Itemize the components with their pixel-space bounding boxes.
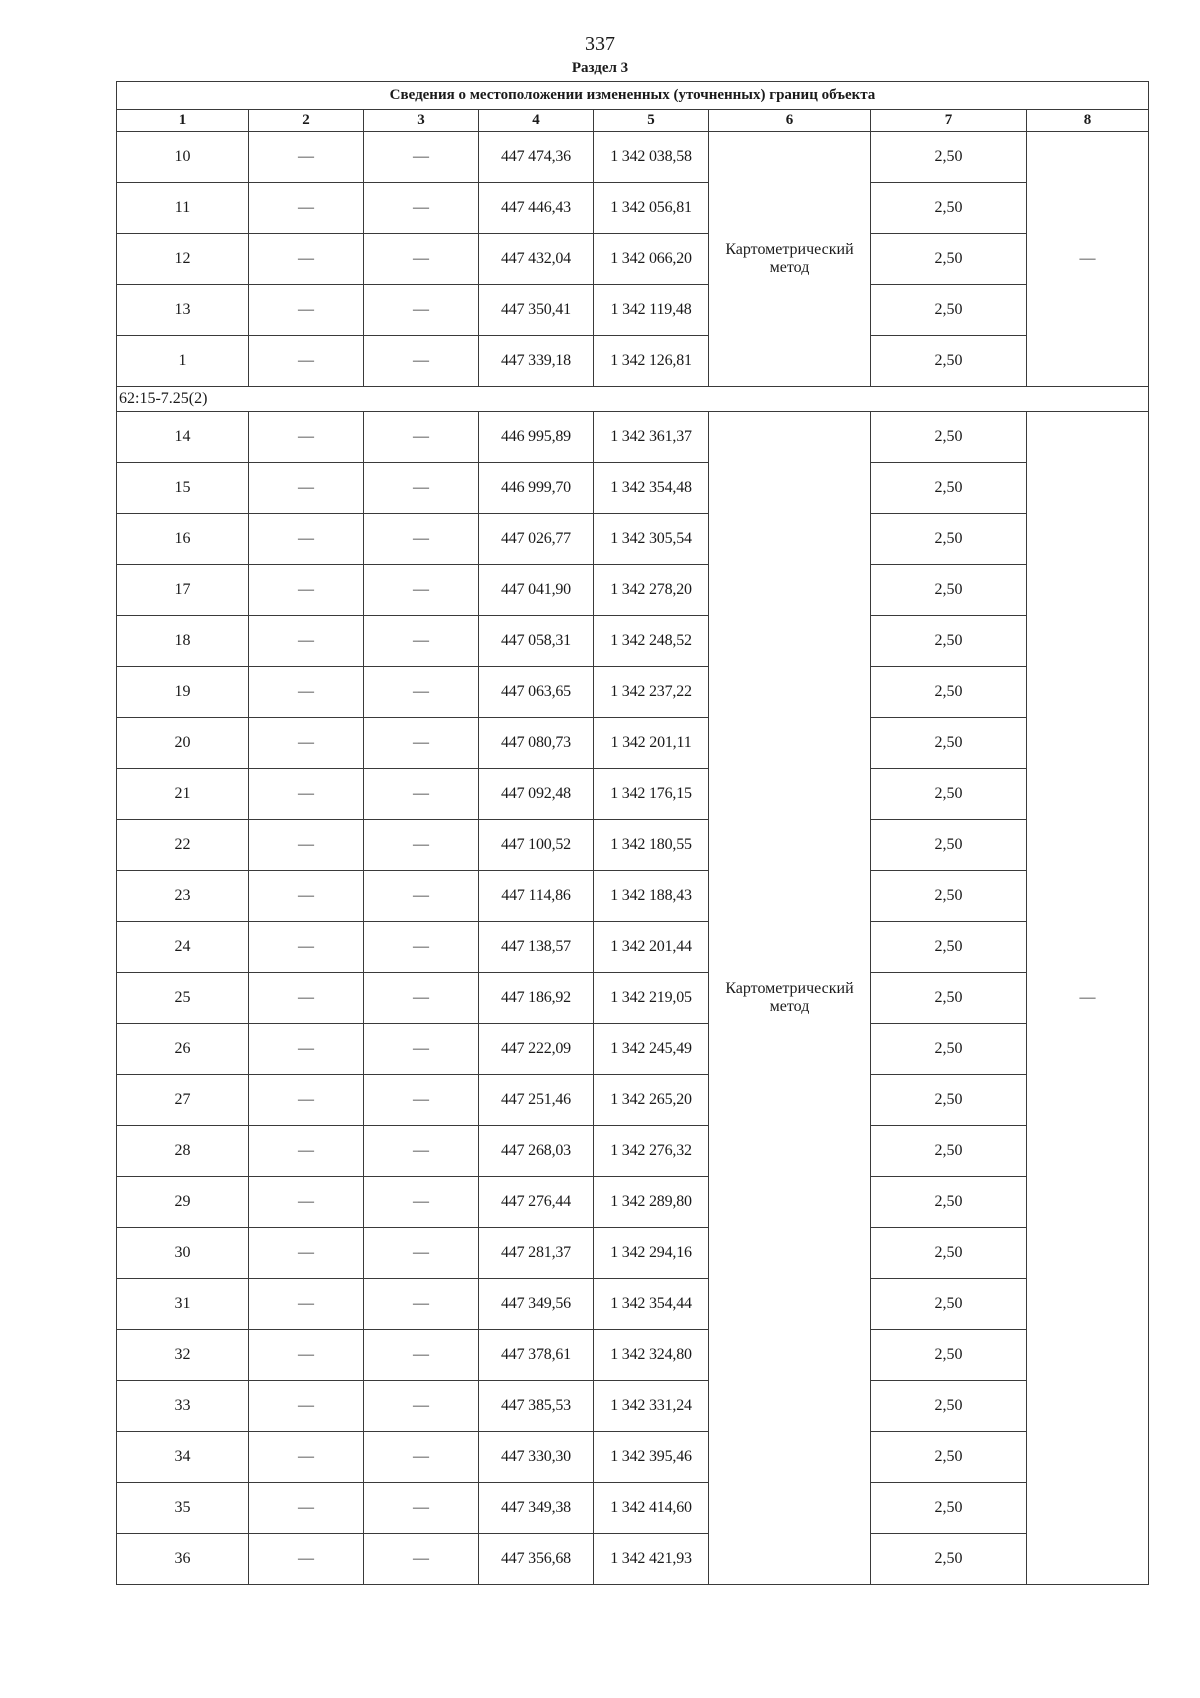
y-coordinate-cell: 1 342 219,05 bbox=[594, 973, 709, 1024]
table-row bbox=[117, 1432, 1149, 1483]
point-number-cell: 18 bbox=[117, 616, 249, 667]
point-number-cell: 13 bbox=[117, 285, 249, 336]
y-coordinate-cell: 1 342 395,46 bbox=[594, 1432, 709, 1483]
column-number: 3 bbox=[364, 110, 479, 132]
x-coordinate-cell: 447 474,36 bbox=[479, 132, 594, 183]
table-row bbox=[117, 1279, 1149, 1330]
col3-cell: — bbox=[364, 871, 479, 922]
y-coordinate-cell: 1 342 066,20 bbox=[594, 234, 709, 285]
y-coordinate-cell: 1 342 331,24 bbox=[594, 1381, 709, 1432]
table-row bbox=[117, 1126, 1149, 1177]
table-row bbox=[117, 616, 1149, 667]
accuracy-cell: 2,50 bbox=[871, 769, 1027, 820]
col8-cell: — bbox=[1027, 412, 1149, 1585]
point-number-cell: 17 bbox=[117, 565, 249, 616]
col3-cell: — bbox=[364, 769, 479, 820]
accuracy-cell: 2,50 bbox=[871, 1381, 1027, 1432]
col3-cell: — bbox=[364, 1228, 479, 1279]
point-number-cell: 30 bbox=[117, 1228, 249, 1279]
x-coordinate-cell: 446 995,89 bbox=[479, 412, 594, 463]
x-coordinate-cell: 447 251,46 bbox=[479, 1075, 594, 1126]
x-coordinate-cell: 447 281,37 bbox=[479, 1228, 594, 1279]
section-title: Раздел 3 bbox=[571, 60, 629, 76]
y-coordinate-cell: 1 342 201,11 bbox=[594, 718, 709, 769]
y-coordinate-cell: 1 342 278,20 bbox=[594, 565, 709, 616]
col2-cell: — bbox=[249, 234, 364, 285]
col3-cell: — bbox=[364, 1330, 479, 1381]
col3-cell: — bbox=[364, 565, 479, 616]
x-coordinate-cell: 447 026,77 bbox=[479, 514, 594, 565]
accuracy-cell: 2,50 bbox=[871, 1228, 1027, 1279]
col3-cell: — bbox=[364, 285, 479, 336]
x-coordinate-cell: 447 058,31 bbox=[479, 616, 594, 667]
col2-cell: — bbox=[249, 1432, 364, 1483]
point-number-cell: 29 bbox=[117, 1177, 249, 1228]
col3-cell: — bbox=[364, 922, 479, 973]
accuracy-cell: 2,50 bbox=[871, 514, 1027, 565]
table-row bbox=[117, 1381, 1149, 1432]
x-coordinate-cell: 447 222,09 bbox=[479, 1024, 594, 1075]
y-coordinate-cell: 1 342 265,20 bbox=[594, 1075, 709, 1126]
x-coordinate-cell: 447 041,90 bbox=[479, 565, 594, 616]
col2-cell: — bbox=[249, 871, 364, 922]
y-coordinate-cell: 1 342 305,54 bbox=[594, 514, 709, 565]
col2-cell: — bbox=[249, 1228, 364, 1279]
table-row bbox=[117, 234, 1149, 285]
y-coordinate-cell: 1 342 201,44 bbox=[594, 922, 709, 973]
y-coordinate-cell: 1 342 324,80 bbox=[594, 1330, 709, 1381]
y-coordinate-cell: 1 342 421,93 bbox=[594, 1534, 709, 1585]
col3-cell: — bbox=[364, 463, 479, 514]
x-coordinate-cell: 447 138,57 bbox=[479, 922, 594, 973]
column-number: 2 bbox=[249, 110, 364, 132]
accuracy-cell: 2,50 bbox=[871, 565, 1027, 616]
table-row bbox=[117, 514, 1149, 565]
point-number-cell: 31 bbox=[117, 1279, 249, 1330]
method-cell: Картометрический метод bbox=[709, 132, 871, 387]
col2-cell: — bbox=[249, 1126, 364, 1177]
y-coordinate-cell: 1 342 361,37 bbox=[594, 412, 709, 463]
column-number: 5 bbox=[594, 110, 709, 132]
accuracy-cell: 2,50 bbox=[871, 1534, 1027, 1585]
accuracy-cell: 2,50 bbox=[871, 285, 1027, 336]
y-coordinate-cell: 1 342 056,81 bbox=[594, 183, 709, 234]
accuracy-cell: 2,50 bbox=[871, 336, 1027, 387]
point-number-cell: 32 bbox=[117, 1330, 249, 1381]
accuracy-cell: 2,50 bbox=[871, 718, 1027, 769]
col3-cell: — bbox=[364, 616, 479, 667]
accuracy-cell: 2,50 bbox=[871, 922, 1027, 973]
point-number-cell: 27 bbox=[117, 1075, 249, 1126]
x-coordinate-cell: 447 432,04 bbox=[479, 234, 594, 285]
col3-cell: — bbox=[364, 1483, 479, 1534]
table-row bbox=[117, 1024, 1149, 1075]
point-number-cell: 24 bbox=[117, 922, 249, 973]
col3-cell: — bbox=[364, 1024, 479, 1075]
col2-cell: — bbox=[249, 616, 364, 667]
col3-cell: — bbox=[364, 234, 479, 285]
accuracy-cell: 2,50 bbox=[871, 1432, 1027, 1483]
page-number: 337 bbox=[585, 33, 615, 55]
table-row bbox=[117, 769, 1149, 820]
col2-cell: — bbox=[249, 1534, 364, 1585]
table-row bbox=[117, 1075, 1149, 1126]
x-coordinate-cell: 447 092,48 bbox=[479, 769, 594, 820]
x-coordinate-cell: 447 349,56 bbox=[479, 1279, 594, 1330]
col3-cell: — bbox=[364, 1279, 479, 1330]
point-number-cell: 15 bbox=[117, 463, 249, 514]
column-number: 8 bbox=[1027, 110, 1149, 132]
coordinates-table bbox=[116, 81, 1149, 1585]
point-number-cell: 25 bbox=[117, 973, 249, 1024]
table-title: Сведения о местоположении измененных (уточненных) границ объекта bbox=[117, 82, 1149, 110]
accuracy-cell: 2,50 bbox=[871, 463, 1027, 514]
point-number-cell: 35 bbox=[117, 1483, 249, 1534]
col2-cell: — bbox=[249, 183, 364, 234]
col3-cell: — bbox=[364, 514, 479, 565]
point-number-cell: 1 bbox=[117, 336, 249, 387]
col3-cell: — bbox=[364, 667, 479, 718]
y-coordinate-cell: 1 342 354,44 bbox=[594, 1279, 709, 1330]
col2-cell: — bbox=[249, 1381, 364, 1432]
y-coordinate-cell: 1 342 289,80 bbox=[594, 1177, 709, 1228]
table-row bbox=[117, 1177, 1149, 1228]
column-number: 7 bbox=[871, 110, 1027, 132]
col2-cell: — bbox=[249, 285, 364, 336]
accuracy-cell: 2,50 bbox=[871, 412, 1027, 463]
x-coordinate-cell: 447 114,86 bbox=[479, 871, 594, 922]
table-title-row bbox=[117, 82, 1149, 110]
x-coordinate-cell: 447 330,30 bbox=[479, 1432, 594, 1483]
table-row bbox=[117, 1534, 1149, 1585]
accuracy-cell: 2,50 bbox=[871, 1126, 1027, 1177]
x-coordinate-cell: 446 999,70 bbox=[479, 463, 594, 514]
y-coordinate-cell: 1 342 180,55 bbox=[594, 820, 709, 871]
col3-cell: — bbox=[364, 183, 479, 234]
point-number-cell: 26 bbox=[117, 1024, 249, 1075]
accuracy-cell: 2,50 bbox=[871, 132, 1027, 183]
table-row bbox=[117, 1228, 1149, 1279]
table-row bbox=[117, 667, 1149, 718]
point-number-cell: 22 bbox=[117, 820, 249, 871]
column-number-row bbox=[117, 110, 1149, 132]
table-row bbox=[117, 463, 1149, 514]
col3-cell: — bbox=[364, 412, 479, 463]
table-row bbox=[117, 973, 1149, 1024]
column-number: 1 bbox=[117, 110, 249, 132]
accuracy-cell: 2,50 bbox=[871, 1075, 1027, 1126]
accuracy-cell: 2,50 bbox=[871, 234, 1027, 285]
col2-cell: — bbox=[249, 412, 364, 463]
accuracy-cell: 2,50 bbox=[871, 183, 1027, 234]
table-row bbox=[117, 718, 1149, 769]
y-coordinate-cell: 1 342 126,81 bbox=[594, 336, 709, 387]
x-coordinate-cell: 447 350,41 bbox=[479, 285, 594, 336]
col3-cell: — bbox=[364, 1534, 479, 1585]
column-number: 4 bbox=[479, 110, 594, 132]
y-coordinate-cell: 1 342 276,32 bbox=[594, 1126, 709, 1177]
table-row bbox=[117, 820, 1149, 871]
col8-cell: — bbox=[1027, 132, 1149, 387]
accuracy-cell: 2,50 bbox=[871, 1330, 1027, 1381]
col3-cell: — bbox=[364, 132, 479, 183]
accuracy-cell: 2,50 bbox=[871, 616, 1027, 667]
point-number-cell: 16 bbox=[117, 514, 249, 565]
x-coordinate-cell: 447 080,73 bbox=[479, 718, 594, 769]
x-coordinate-cell: 447 446,43 bbox=[479, 183, 594, 234]
point-number-cell: 28 bbox=[117, 1126, 249, 1177]
x-coordinate-cell: 447 356,68 bbox=[479, 1534, 594, 1585]
col2-cell: — bbox=[249, 463, 364, 514]
point-number-cell: 23 bbox=[117, 871, 249, 922]
x-coordinate-cell: 447 378,61 bbox=[479, 1330, 594, 1381]
contour-code-row bbox=[117, 387, 1149, 412]
accuracy-cell: 2,50 bbox=[871, 1483, 1027, 1534]
col2-cell: — bbox=[249, 667, 364, 718]
point-number-cell: 21 bbox=[117, 769, 249, 820]
y-coordinate-cell: 1 342 176,15 bbox=[594, 769, 709, 820]
table-row bbox=[117, 412, 1149, 463]
point-number-cell: 12 bbox=[117, 234, 249, 285]
table-row bbox=[117, 871, 1149, 922]
col2-cell: — bbox=[249, 718, 364, 769]
x-coordinate-cell: 447 276,44 bbox=[479, 1177, 594, 1228]
point-number-cell: 36 bbox=[117, 1534, 249, 1585]
x-coordinate-cell: 447 268,03 bbox=[479, 1126, 594, 1177]
accuracy-cell: 2,50 bbox=[871, 871, 1027, 922]
y-coordinate-cell: 1 342 119,48 bbox=[594, 285, 709, 336]
col3-cell: — bbox=[364, 820, 479, 871]
col2-cell: — bbox=[249, 1330, 364, 1381]
col2-cell: — bbox=[249, 769, 364, 820]
col3-cell: — bbox=[364, 1177, 479, 1228]
col3-cell: — bbox=[364, 1432, 479, 1483]
y-coordinate-cell: 1 342 237,22 bbox=[594, 667, 709, 718]
y-coordinate-cell: 1 342 248,52 bbox=[594, 616, 709, 667]
y-coordinate-cell: 1 342 354,48 bbox=[594, 463, 709, 514]
table-row bbox=[117, 132, 1149, 183]
point-number-cell: 34 bbox=[117, 1432, 249, 1483]
point-number-cell: 14 bbox=[117, 412, 249, 463]
table-row bbox=[117, 336, 1149, 387]
col2-cell: — bbox=[249, 820, 364, 871]
col2-cell: — bbox=[249, 1075, 364, 1126]
col2-cell: — bbox=[249, 336, 364, 387]
accuracy-cell: 2,50 bbox=[871, 1279, 1027, 1330]
x-coordinate-cell: 447 100,52 bbox=[479, 820, 594, 871]
col2-cell: — bbox=[249, 922, 364, 973]
col2-cell: — bbox=[249, 565, 364, 616]
column-number: 6 bbox=[709, 110, 871, 132]
col2-cell: — bbox=[249, 1279, 364, 1330]
table-row bbox=[117, 922, 1149, 973]
col3-cell: — bbox=[364, 973, 479, 1024]
contour-code: 62:15-7.25(2) bbox=[117, 387, 1149, 412]
point-number-cell: 19 bbox=[117, 667, 249, 718]
accuracy-cell: 2,50 bbox=[871, 1177, 1027, 1228]
accuracy-cell: 2,50 bbox=[871, 1024, 1027, 1075]
table-row bbox=[117, 1330, 1149, 1381]
y-coordinate-cell: 1 342 188,43 bbox=[594, 871, 709, 922]
y-coordinate-cell: 1 342 245,49 bbox=[594, 1024, 709, 1075]
y-coordinate-cell: 1 342 038,58 bbox=[594, 132, 709, 183]
accuracy-cell: 2,50 bbox=[871, 820, 1027, 871]
col2-cell: — bbox=[249, 1483, 364, 1534]
col3-cell: — bbox=[364, 1126, 479, 1177]
table-row bbox=[117, 183, 1149, 234]
method-cell: Картометрический метод bbox=[709, 412, 871, 1585]
x-coordinate-cell: 447 339,18 bbox=[479, 336, 594, 387]
table-row bbox=[117, 565, 1149, 616]
col2-cell: — bbox=[249, 514, 364, 565]
table-row bbox=[117, 1483, 1149, 1534]
col2-cell: — bbox=[249, 1177, 364, 1228]
col3-cell: — bbox=[364, 336, 479, 387]
table-row bbox=[117, 285, 1149, 336]
point-number-cell: 20 bbox=[117, 718, 249, 769]
point-number-cell: 11 bbox=[117, 183, 249, 234]
accuracy-cell: 2,50 bbox=[871, 973, 1027, 1024]
point-number-cell: 10 bbox=[117, 132, 249, 183]
x-coordinate-cell: 447 349,38 bbox=[479, 1483, 594, 1534]
x-coordinate-cell: 447 063,65 bbox=[479, 667, 594, 718]
y-coordinate-cell: 1 342 294,16 bbox=[594, 1228, 709, 1279]
col2-cell: — bbox=[249, 132, 364, 183]
x-coordinate-cell: 447 186,92 bbox=[479, 973, 594, 1024]
x-coordinate-cell: 447 385,53 bbox=[479, 1381, 594, 1432]
point-number-cell: 33 bbox=[117, 1381, 249, 1432]
col2-cell: — bbox=[249, 973, 364, 1024]
col3-cell: — bbox=[364, 1075, 479, 1126]
col2-cell: — bbox=[249, 1024, 364, 1075]
y-coordinate-cell: 1 342 414,60 bbox=[594, 1483, 709, 1534]
accuracy-cell: 2,50 bbox=[871, 667, 1027, 718]
col3-cell: — bbox=[364, 718, 479, 769]
col3-cell: — bbox=[364, 1381, 479, 1432]
